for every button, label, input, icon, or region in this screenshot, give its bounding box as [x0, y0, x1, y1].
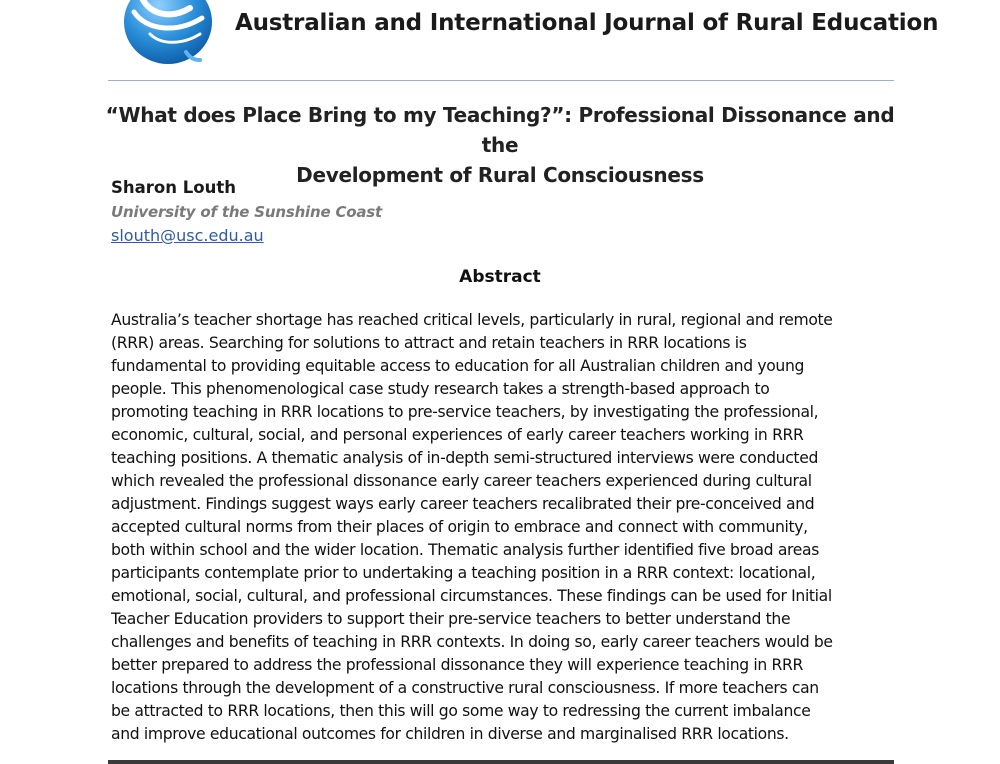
abstract-line: Teacher Education providers to support their pre-service teachers to better understand the	[111, 610, 791, 628]
abstract-line: and improve educational outcomes for children in diverse and marginalised RRR locations.	[111, 725, 789, 743]
abstract-line: (RRR) areas. Searching for solutions to attract and retain teachers in RRR locations is	[111, 334, 747, 352]
header-divider	[108, 80, 894, 81]
abstract-line: which revealed the professional dissonance early career teachers experienced during cultural	[111, 472, 812, 490]
abstract-line: emotional, social, cultural, and professional circumstances. These findings can be used for Initial	[111, 587, 832, 605]
page-bottom-divider	[108, 760, 894, 764]
abstract-line: be attracted to RRR locations, then this will go some way to redressing the current imbalance	[111, 702, 811, 720]
abstract-line: participants contemplate prior to undertaking a teaching position in a RRR context: locational,	[111, 564, 816, 582]
abstract-line: adjustment. Findings suggest ways early career teachers recalibrated their pre-conceived and	[111, 495, 815, 513]
abstract-body	[111, 309, 891, 746]
paper-title-line: Development of Rural Consciousness	[296, 163, 704, 187]
abstract-line: locations through the development of a constructive rural consciousness. If more teachers can	[111, 679, 819, 697]
abstract-line: promoting teaching in RRR locations to pre-service teachers, by investigating the professional,	[111, 403, 819, 421]
journal-title: Australian and International Journal of Rural Education	[235, 10, 939, 36]
abstract-heading: Abstract	[459, 267, 541, 287]
abstract-line: fundamental to providing equitable access to education for all Australian children and young	[111, 357, 805, 375]
author-affiliation: University of the Sunshine Coast	[111, 203, 383, 221]
globe-australia-logo-icon	[120, 0, 216, 70]
abstract-line: Australia’s teacher shortage has reached critical levels, particularly in rural, regional and remote	[111, 311, 833, 329]
paper-title-line: “What does Place Bring to my Teaching?”: Professional Dissonance and the	[105, 103, 895, 157]
paper-title	[100, 100, 900, 190]
abstract-line: people. This phenomenological case study research takes a strength-based approach to	[111, 380, 770, 398]
abstract-line: accepted cultural norms from their places of origin to embrace and connect with community,	[111, 518, 808, 536]
abstract-line: both within school and the wider location. Thematic analysis further identified five broad areas	[111, 541, 819, 559]
abstract-line: better prepared to address the professional dissonance they will experience teaching in RRR	[111, 656, 803, 674]
abstract-line: economic, cultural, social, and personal experiences of early career teachers working in RRR	[111, 426, 804, 444]
abstract-line: challenges and benefits of teaching in RRR contexts. In doing so, early career teachers would be	[111, 633, 833, 651]
author-email-link[interactable]: slouth@usc.edu.au	[111, 226, 264, 245]
abstract-line: teaching positions. A thematic analysis of in-depth semi-structured interviews were conducted	[111, 449, 818, 467]
author-name: Sharon Louth	[111, 178, 236, 197]
